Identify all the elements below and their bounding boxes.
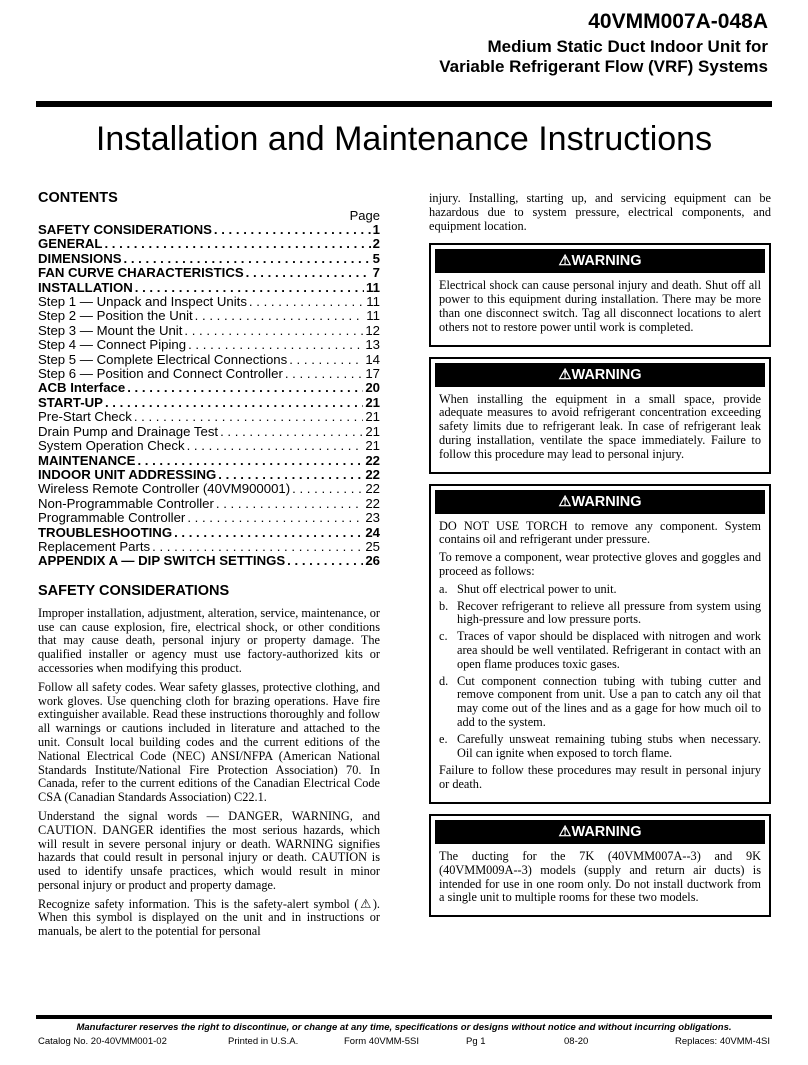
list-item: e. Carefully unsweat remaining tubing stubs when necessary. Oil can ignite when exposed to torch flame. [439, 731, 761, 760]
left-column [38, 190, 380, 944]
toc-entry: Step 4 — Connect Piping . . . 13 [38, 338, 380, 352]
safety-paragraph-4-continued: injury. Installing, starting up, and servicing equipment can be hazardous due to system pressure, electrical components, and equipment location. [429, 191, 771, 233]
warning-text: Electrical shock can cause personal injury and death. Shut off all power to this equipment during installation. There may be more than one disconnect switch. Tag all disconnect locations to alert others not to restore power until work is completed. [439, 278, 761, 334]
toc-entry: DIMENSIONS . . . 5 [38, 252, 380, 266]
warning-text: When installing the equipment in a small space, provide adequate measures to avoid refrigerant concentration exceeding safety limits due to refrigerant leak. In case of refrigerant leak during installation, ventilate the space immediately. Failure to follow this procedure may lead to personal injury. [439, 391, 761, 461]
toc-entry: Drain Pump and Drainage Test . . . 21 [38, 425, 380, 439]
toc-entry: SAFETY CONSIDERATIONS . . . 1 [38, 223, 380, 237]
safety-paragraph-3: Understand the signal words — DANGER, WARNING, and CAUTION. DANGER identifies the most serious hazards, which will result in severe personal injury or death. WARNING signifies hazards that could result in personal injury or death. CAUTION is used to identify unsafe practices, which would result in minor personal injury or product and property damage. [38, 808, 380, 892]
toc-entry: Step 6 — Position and Connect Controller . . . 17 [38, 367, 380, 381]
toc-entry: Programmable Controller . . . 23 [38, 511, 380, 525]
list-item: b. Recover refrigerant to relieve all pressure from system using high-pressure and low pressure ports. [439, 598, 761, 627]
procedure-list [439, 583, 761, 761]
toc-entry: Non-Programmable Controller . . . 22 [38, 497, 380, 511]
warning-header: ⚠WARNING [435, 249, 765, 273]
list-item: a. Shut off electrical power to unit. [439, 581, 617, 596]
warning-box-torch [429, 484, 771, 804]
header-subtitle-line1: Medium Static Duct Indoor Unit for [487, 37, 768, 56]
toc-entry: START-UP . . . 21 [38, 396, 380, 410]
list-item: d. Cut component connection tubing with tubing cutter and remove component from unit. Use a pan to catch any oil that may come out of the lines and as a gage for how much oil to add to the system. [439, 673, 761, 729]
warning-box-refrigerant [429, 357, 771, 474]
safety-paragraph-4: Recognize safety information. This is the safety-alert symbol (⚠). When this symbol is displayed on the unit and in instructions or manuals, be alert to the potential for personal [38, 896, 380, 939]
toc-entry: Replacement Parts . . . 25 [38, 540, 380, 554]
toc-entry: APPENDIX A — DIP SWITCH SETTINGS . . . 26 [38, 554, 380, 568]
safety-heading: SAFETY CONSIDERATIONS [38, 582, 230, 599]
printed-in: Printed in U.S.A. [228, 1036, 299, 1047]
contents-heading: CONTENTS [38, 190, 118, 206]
toc-entry: Pre-Start Check . . . 21 [38, 410, 380, 424]
replaces-form: Replaces: 40VMM-4SI [674, 1036, 770, 1047]
footer-rule [36, 1015, 772, 1019]
toc-entry: Step 5 — Complete Electrical Connections . . . 14 [38, 353, 380, 367]
toc-entry: FAN CURVE CHARACTERISTICS . . . 7 [38, 266, 380, 280]
contents-page-label: Page [349, 208, 380, 223]
warning-text: DO NOT USE TORCH to remove any component. System contains oil and refrigerant under pressure. [439, 518, 761, 547]
warning-text: To remove a component, wear protective gloves and goggles and proceed as follows: [439, 550, 761, 578]
warning-header: ⚠WARNING [435, 363, 765, 387]
toc-entry: Wireless Remote Controller (40VM900001) . . . 22 [38, 482, 380, 496]
toc-entry: INDOOR UNIT ADDRESSING . . . 22 [38, 468, 380, 482]
page-title: Installation and Maintenance Instructions [95, 120, 713, 158]
model-number: 40VMM007A-048A [588, 10, 768, 33]
page-number: Pg 1 [466, 1036, 486, 1047]
warning-box-ducting [429, 814, 771, 917]
catalog-number: Catalog No. 20-40VMM001-02 [38, 1036, 167, 1047]
toc-entry: ACB Interface . . . 20 [38, 381, 380, 395]
form-number: Form 40VMM-5SI [344, 1036, 419, 1047]
warning-header: ⚠WARNING [435, 820, 765, 844]
right-column [429, 192, 771, 917]
toc-entry: MAINTENANCE . . . 22 [38, 454, 380, 468]
table-of-contents [38, 223, 380, 569]
warning-box-electrical [429, 243, 771, 346]
safety-paragraph-1: Improper installation, adjustment, alteration, service, maintenance, or use can cause explosion, fire, electrical shock, or other conditions that may cause death, personal injury or property damage. The qualified installer or agency must use factory-authorized kits or accessories when modifying this product. [38, 605, 380, 675]
toc-entry: Step 2 — Position the Unit . . . 11 [38, 309, 380, 323]
toc-entry: GENERAL . . . 2 [38, 237, 380, 251]
toc-entry: INSTALLATION . . . 11 [38, 281, 380, 295]
warning-text: Failure to follow these procedures may result in personal injury or death. [439, 763, 761, 792]
list-item: c. Traces of vapor should be displaced with nitrogen and work area should be well ventilated. Refrigerant in contact with an open flame produces toxic gases. [439, 629, 761, 671]
warning-header: ⚠WARNING [435, 490, 765, 514]
safety-paragraph-2: Follow all safety codes. Wear safety glasses, protective clothing, and work gloves. Use quenching cloth for brazing operations. Have fire extinguisher available. Read these instructions thoroughly and follow all warnings or cautions included in literature and attached to the unit. Consult local building codes and the current editions of the National Electrical Code (NEC) ANSI/NFPA (American National Standards Institute/National Fire Protection Association) 70. In Canada, refer to the current editions of the Canadian Electrical Code CSA (Canadian Standards Association) C22.1. [38, 679, 380, 805]
toc-entry: Step 1 — Unpack and Inspect Units . . . 11 [38, 295, 380, 309]
toc-entry: TROUBLESHOOTING . . . 24 [38, 526, 380, 540]
toc-entry: Step 3 — Mount the Unit . . . 12 [38, 324, 380, 338]
footer-disclaimer: Manufacturer reserves the right to discontinue, or change at any time, specifications or designs without notice and without incurring obligations. [76, 1022, 732, 1033]
warning-text: The ducting for the 7K (40VMM007A--3) and 9K (40VMM009A--3) models (supply and return air ducts) is intended for use in one room only. Do not install ductwork from a single unit to multiple rooms for these two models. [439, 848, 761, 905]
revision-date: 08-20 [564, 1036, 589, 1047]
toc-entry: System Operation Check . . . 21 [38, 439, 380, 453]
header-rule [36, 101, 772, 107]
header-subtitle-line2: Variable Refrigerant Flow (VRF) Systems [439, 57, 768, 76]
